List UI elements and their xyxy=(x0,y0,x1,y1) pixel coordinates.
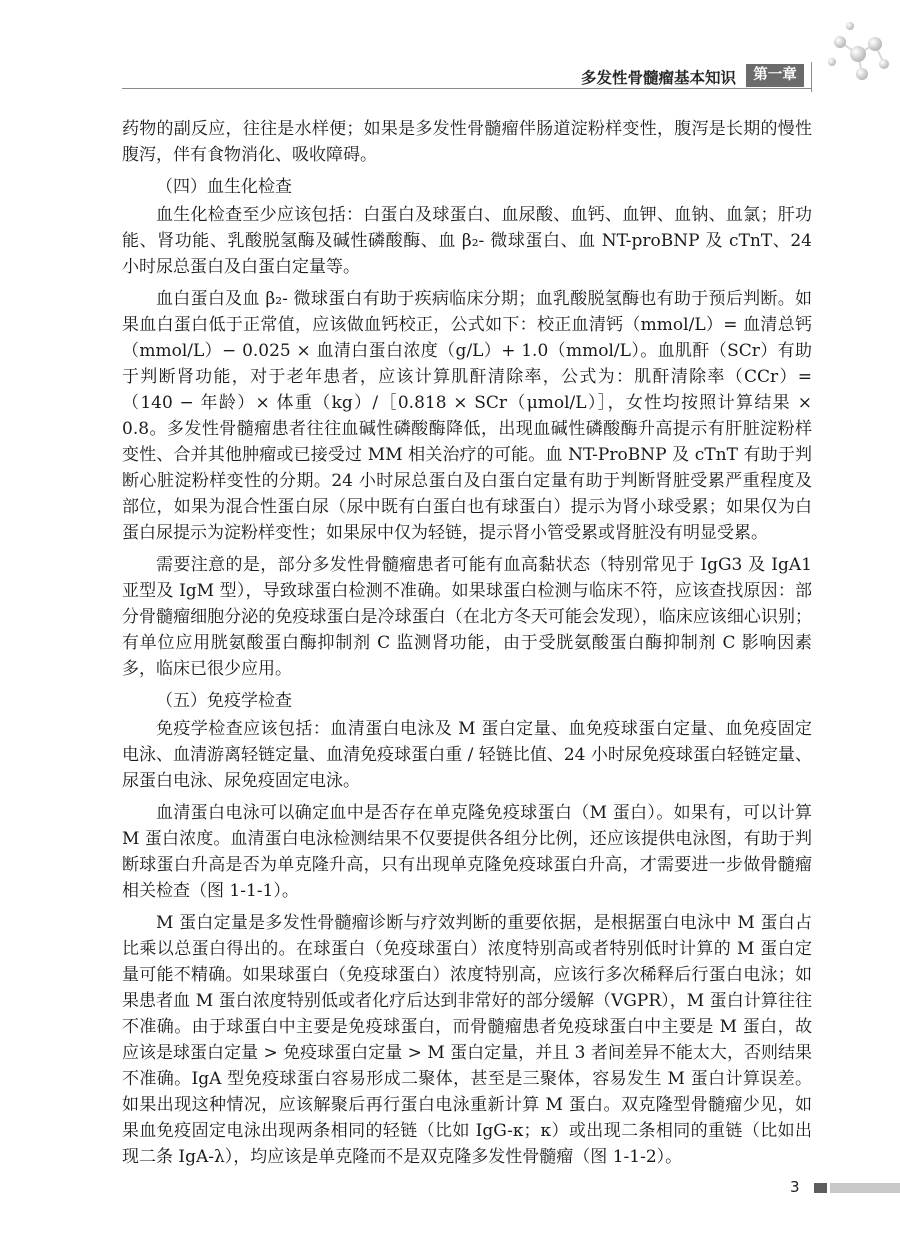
paragraph-immunology-items: 免疫学检查应该包括：血清蛋白电泳及 M 蛋白定量、血免疫球蛋白定量、血免疫固定电泳、血清游离轻链定量、血清免疫球蛋白重 / 轻链比值、24 小时尿免疫球蛋白轻链定量、尿蛋白电泳、尿免疫固定电泳。 xyxy=(122,719,812,791)
paragraph-serum-electrophoresis: 血清蛋白电泳可以确定血中是否存在单克隆免疫球蛋白（M 蛋白）。如果有，可以计算 M 蛋白浓度。血清蛋白电泳检测结果不仅要提供各组分比例，还应该提供电泳图，有助于判断球蛋白升高是否为单克隆升高，只有出现单克隆免疫球蛋白升高，才需要进一步做骨髓瘤相关检查（图 1-1-1）。 xyxy=(122,803,812,901)
header-divider xyxy=(811,62,812,92)
page-header xyxy=(0,0,900,100)
page-number: 3 xyxy=(790,1178,800,1196)
page-body xyxy=(122,116,812,1176)
paragraph-m-protein-quantification: M 蛋白定量是多发性骨髓瘤诊断与疗效判断的重要依据，是根据蛋白电泳中 M 蛋白占比乘以总蛋白得出的。在球蛋白（免疫球蛋白）浓度特别高或者特别低时计算的 M 蛋白定量可能不精确。如果球蛋白（免疫球蛋白）浓度特别高，应该行多次稀释后行蛋白电泳；如果患者血 M 蛋白浓度特别低或者化疗后达到非常好的部分缓解（VGPR），M 蛋白计算往往不准确。由于球蛋白中主要是免疫球蛋白，而骨髓瘤患者免疫球蛋白中主要是 M 蛋白，故应该是球蛋白定量 > 免疫球蛋白定量 > M 蛋白定量，并且 3 者间差异不能太大，否则结果不准确。IgA 型免疫球蛋白容易形成二聚体，甚至是三聚体，容易发生 M 蛋白计算误差。如果出现这种情况，应该解聚后再行蛋白电泳重新计算 M 蛋白。双克隆型骨髓瘤少见，如果血免疫固定电泳出现两条相同的轻链（比如 IgG-κ；κ）或出现二条相同的重链（比如出现二条 IgA-λ），均应该是单克隆而不是双克隆多发性骨髓瘤（图 1-1-2）。 xyxy=(122,913,812,1167)
running-header-title: 多发性骨髓瘤基本知识 xyxy=(580,69,736,87)
header-rule xyxy=(122,88,812,89)
section-heading-blood-biochemistry: （四）血生化检查 xyxy=(156,177,292,197)
section-heading-immunology: （五）免疫学检查 xyxy=(156,691,292,711)
paragraph-biochem-items: 血生化检查至少应该包括：白蛋白及球蛋白、血尿酸、血钙、血钾、血钠、血氯；肝功能、肾功能、乳酸脱氢酶及碱性磷酸酶、血 β₂- 微球蛋白、血 NT-proBNP 及 cTnT、24 小时尿总蛋白及白蛋白定量等。 xyxy=(122,205,812,277)
paragraph-hyperviscosity-note: 需要注意的是，部分多发性骨髓瘤患者可能有血高黏状态（特别常见于 IgG3 及 IgA1 亚型及 IgM 型），导致球蛋白检测不准确。如果球蛋白检测与临床不符，应该查找原因：部分骨髓瘤细胞分泌的免疫球蛋白是冷球蛋白（在北方冬天可能会发现），临床应该细心识别；有单位应用胱氨酸蛋白酶抑制剂 C 监测肾功能，由于受胱氨酸蛋白酶抑制剂 C 影响因素多，临床已很少应用。 xyxy=(122,555,812,679)
paragraph-continued: 药物的副反应，往往是水样便；如果是多发性骨髓瘤伴肠道淀粉样变性，腹泻是长期的慢性腹泻，伴有食物消化、吸收障碍。 xyxy=(122,119,812,165)
molecule-cluster-icon xyxy=(820,14,894,88)
footer-bar-dark xyxy=(814,1183,827,1193)
chapter-badge: 第一章 xyxy=(746,64,804,87)
footer-bar-light xyxy=(830,1183,900,1193)
paragraph-biochem-interpretation: 血白蛋白及血 β₂- 微球蛋白有助于疾病临床分期；血乳酸脱氢酶也有助于预后判断。如果血白蛋白低于正常值，应该做血钙校正，公式如下：校正血清钙（mmol/L）= 血清总钙（mmol/L）− 0.025 × 血清白蛋白浓度（g/L）+ 1.0（mmol/L）。血肌酐（SCr）有助于判断肾功能，对于老年患者，应该计算肌酐清除率，公式为：肌酐清除率（CCr）=（140 − 年龄）× 体重（kg）/［0.818 × SCr（μmol/L）］，女性均按照计算结果 × 0.8。多发性骨髓瘤患者往往血碱性磷酸酶降低，出现血碱性磷酸酶升高提示有肝脏淀粉样变性、合并其他肿瘤或已接受过 MM 相关治疗的可能。血 NT-ProBNP 及 cTnT 有助于判断心脏淀粉样变性的分期。24 小时尿总蛋白及白蛋白定量有助于判断肾脏受累严重程度及部位，如果为混合性蛋白尿（尿中既有白蛋白也有球蛋白）提示为肾小球受累；如果仅为白蛋白尿提示为淀粉样变性；如果尿中仅为轻链，提示肾小管受累或肾脏没有明显受累。 xyxy=(122,289,812,543)
